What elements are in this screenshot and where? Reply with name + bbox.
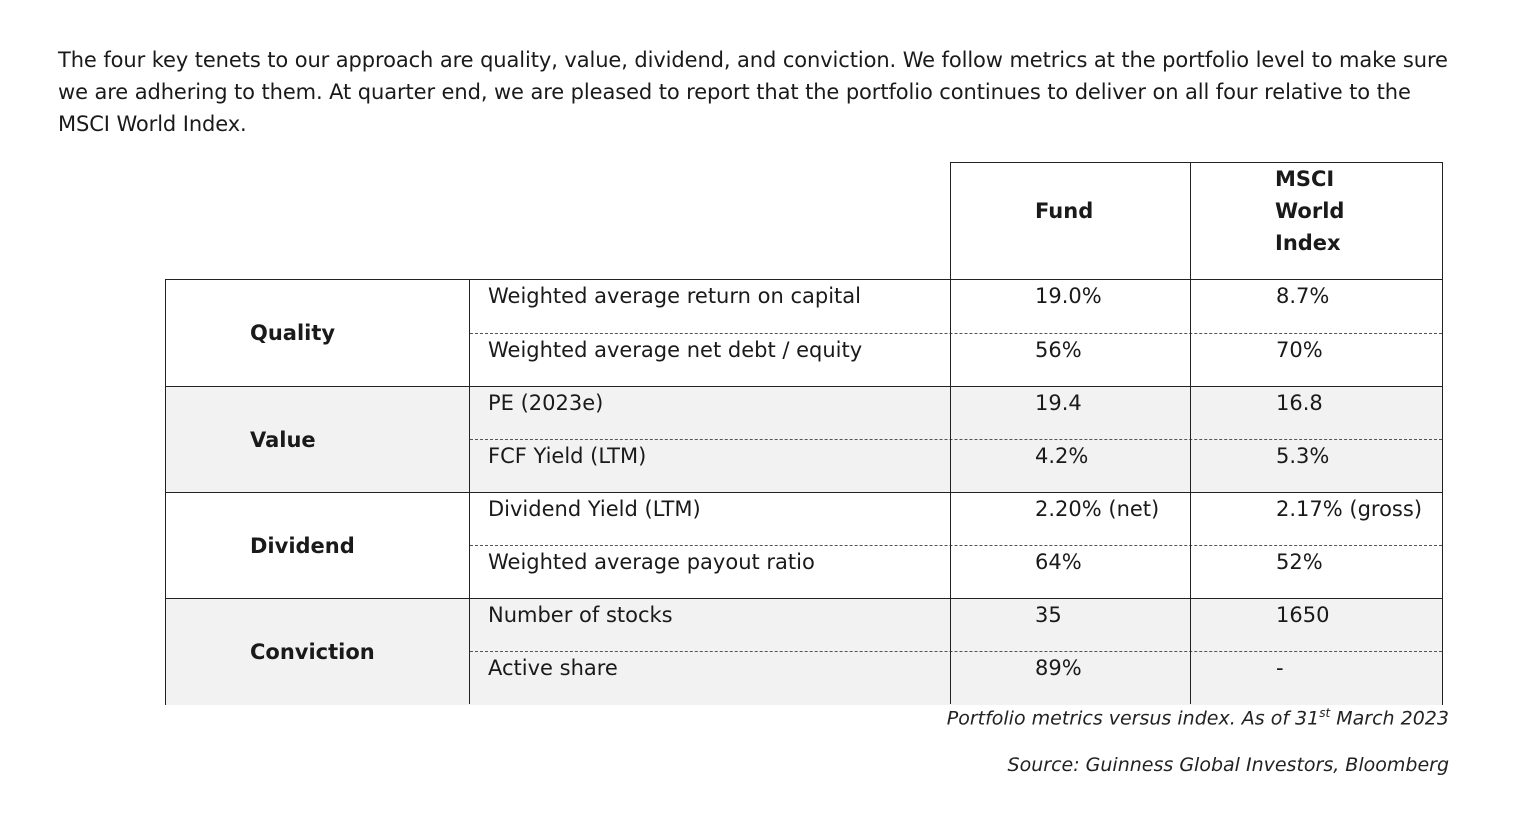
msci-value: 16.8 — [1276, 391, 1323, 415]
metric-name: Weighted average net debt / equity — [488, 338, 863, 362]
metric-name: Number of stocks — [488, 603, 673, 627]
group-dividend — [166, 492, 1442, 599]
category-label: Dividend — [250, 533, 355, 558]
fund-value: 4.2% — [1035, 444, 1089, 468]
fund-value: 64% — [1035, 550, 1082, 574]
fund-value: 19.4 — [1035, 391, 1082, 415]
category-label: Quality — [250, 321, 336, 346]
category-label: Conviction — [250, 639, 375, 664]
metric-name: Weighted average payout ratio — [488, 550, 815, 574]
source-note: Source: Guinness Global Investors, Bloomberg — [1007, 754, 1449, 776]
fund-value: 2.20% (net) — [1035, 497, 1160, 521]
table-row — [470, 280, 1442, 333]
group-value — [166, 386, 1442, 493]
msci-value: 1650 — [1276, 603, 1330, 627]
fund-value: 35 — [1035, 603, 1062, 627]
table-row — [470, 493, 1442, 546]
group-conviction — [166, 598, 1442, 705]
category-label: Value — [250, 427, 316, 452]
table-row — [470, 439, 1442, 493]
table-row — [470, 333, 1442, 387]
table-row — [470, 387, 1442, 440]
column-divider — [950, 280, 951, 704]
msci-value: 70% — [1276, 338, 1323, 362]
metrics-table — [165, 279, 1443, 705]
msci-value: - — [1276, 656, 1284, 680]
metric-name: PE (2023e) — [488, 391, 604, 415]
group-quality — [166, 280, 1442, 387]
fund-value: 19.0% — [1035, 284, 1102, 308]
msci-value: 8.7% — [1276, 284, 1330, 308]
metric-name: Dividend Yield (LTM) — [488, 497, 701, 521]
msci-value: 5.3% — [1276, 444, 1330, 468]
header-msci-world-index — [1190, 162, 1443, 279]
table-row — [470, 599, 1442, 652]
msci-value: 52% — [1276, 550, 1323, 574]
column-divider — [469, 280, 470, 704]
msci-value: 2.17% (gross) — [1276, 497, 1423, 521]
fund-value: 89% — [1035, 656, 1082, 680]
metric-name: FCF Yield (LTM) — [488, 444, 647, 468]
metric-name: Weighted average return on capital — [488, 284, 861, 308]
caption-text: Portfolio metrics versus index. As of 31 — [946, 707, 1320, 730]
table-row — [470, 545, 1442, 599]
table-caption — [947, 706, 1449, 729]
header-fund-label: Fund — [1035, 199, 1094, 223]
caption-superscript: st — [1319, 706, 1331, 720]
column-divider — [1190, 280, 1191, 704]
header-fund — [950, 162, 1191, 279]
metric-name: Active share — [488, 656, 618, 680]
table-row — [470, 651, 1442, 705]
caption-date: March 2023 — [1330, 707, 1449, 730]
fund-value: 56% — [1035, 338, 1082, 362]
header-msci-label: MSCI World Index — [1275, 167, 1345, 255]
intro-paragraph: The four key tenets to our approach are quality, value, dividend, and conviction. We follow metrics at the portfolio level to make sure we are adhering to them. At quarter end, we are pleased to report that the portfolio continues to deliver on all four relative to the MSCI World Index. — [58, 48, 1448, 136]
